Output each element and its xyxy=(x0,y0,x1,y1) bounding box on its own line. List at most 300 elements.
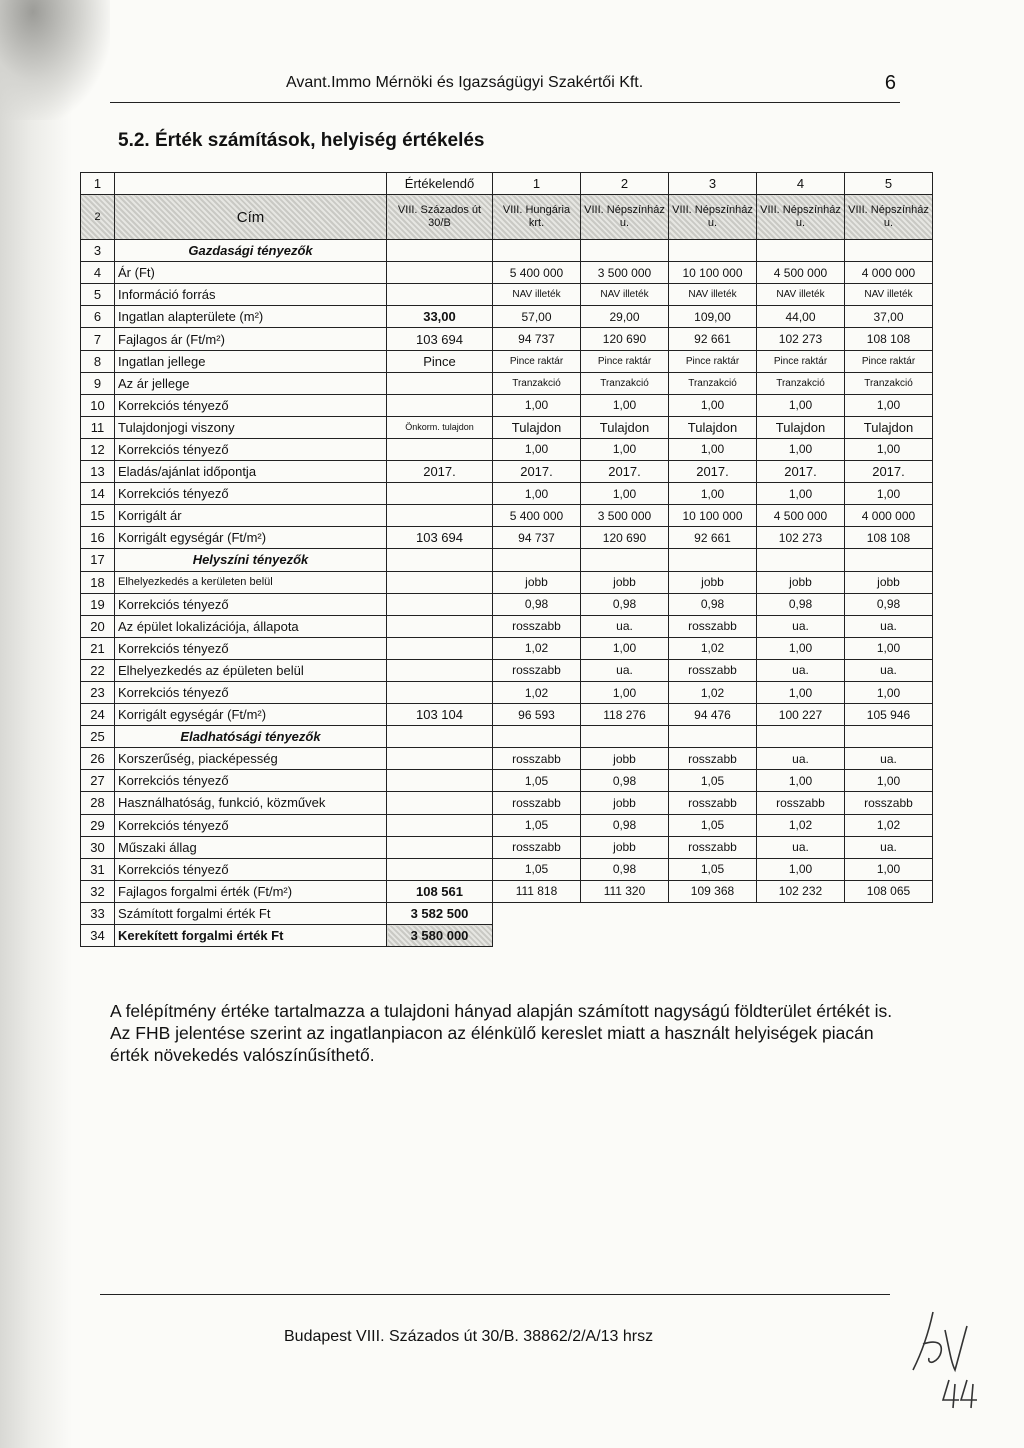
section-heading: Helyszíni tényezők xyxy=(115,549,387,571)
evaluated-value xyxy=(387,593,493,615)
comparable-5-value: 1,00 xyxy=(845,681,933,703)
evaluated-value xyxy=(387,792,493,814)
evaluated-value: 103 104 xyxy=(387,704,493,726)
row-label: Ár (Ft) xyxy=(115,262,387,284)
comp-header-1: 1 xyxy=(493,173,581,195)
comparable-1-value: rosszabb xyxy=(493,615,581,637)
row-label: Elhelyezkedés a kerületen belül xyxy=(115,571,387,593)
comparable-4-value: ua. xyxy=(757,836,845,858)
comparable-2-value: 118 276 xyxy=(581,704,669,726)
evaluated-value xyxy=(387,240,493,262)
comp-header-5: 5 xyxy=(845,173,933,195)
comparable-2-value: jobb xyxy=(581,836,669,858)
table-header-row xyxy=(81,173,933,195)
evaluated-value xyxy=(387,505,493,527)
comparable-5-value: 1,00 xyxy=(845,394,933,416)
comparable-4-value: 1,02 xyxy=(757,814,845,836)
scan-shadow-edge xyxy=(0,0,72,1448)
comparable-4-value: 100 227 xyxy=(757,704,845,726)
table-row xyxy=(81,593,933,615)
row-label: Korrekciós tényező xyxy=(115,483,387,505)
comp-header-2: 2 xyxy=(581,173,669,195)
comparable-2-value: 29,00 xyxy=(581,306,669,328)
row-number: 22 xyxy=(81,659,115,681)
comparable-1-value: rosszabb xyxy=(493,748,581,770)
table-row xyxy=(81,748,933,770)
comparable-3-value: 1,05 xyxy=(669,770,757,792)
comparable-1-value: 1,05 xyxy=(493,770,581,792)
comparable-4-value: 1,00 xyxy=(757,483,845,505)
table-row xyxy=(81,770,933,792)
evaluated-address: VIII. Százados út 30/B xyxy=(387,195,493,240)
row-label: Korrekciós tényező xyxy=(115,858,387,880)
comparable-2-value: NAV illeték xyxy=(581,284,669,306)
comparable-1-value: Tranzakció xyxy=(493,372,581,394)
comparable-3-value: rosszabb xyxy=(669,748,757,770)
comparable-1-value: jobb xyxy=(493,571,581,593)
comparable-3-value: 10 100 000 xyxy=(669,262,757,284)
row-number: 3 xyxy=(81,240,115,262)
scan-shadow-corner xyxy=(0,0,110,120)
comparable-4-value: 1,00 xyxy=(757,681,845,703)
comparable-2-value: jobb xyxy=(581,748,669,770)
evaluated-value xyxy=(387,615,493,637)
comparable-2-value: Tranzakció xyxy=(581,372,669,394)
comparable-4-value: 2017. xyxy=(757,461,845,483)
evaluated-value xyxy=(387,681,493,703)
row-label: Az épület lokalizációja, állapota xyxy=(115,615,387,637)
comparable-4-value: ua. xyxy=(757,659,845,681)
comparable-4-value xyxy=(757,726,845,748)
comparable-4-value: 1,00 xyxy=(757,858,845,880)
comparable-1-value: 1,00 xyxy=(493,438,581,460)
comparable-1-value: 1,05 xyxy=(493,858,581,880)
table-row xyxy=(81,527,933,549)
row-number: 17 xyxy=(81,549,115,571)
evaluated-value xyxy=(387,394,493,416)
row-label: Számított forgalmi érték Ft xyxy=(115,902,387,924)
comp-address-5: VIII. Népszínház u. xyxy=(845,195,933,240)
row-label: Az ár jellege xyxy=(115,372,387,394)
row-label: Műszaki állag xyxy=(115,836,387,858)
comparable-3-value xyxy=(669,240,757,262)
evaluated-value xyxy=(387,726,493,748)
row-number: 10 xyxy=(81,394,115,416)
table-row xyxy=(81,726,933,748)
comparable-3-value: Tranzakció xyxy=(669,372,757,394)
row-label: Ingatlan jellege xyxy=(115,350,387,372)
comparable-2-value: 0,98 xyxy=(581,593,669,615)
comparable-4-value: 1,00 xyxy=(757,438,845,460)
row-label: Használhatóság, funkció, közművek xyxy=(115,792,387,814)
row-number: 31 xyxy=(81,858,115,880)
comparable-2-value: 0,98 xyxy=(581,858,669,880)
comparable-2-value: ua. xyxy=(581,659,669,681)
comparable-5-value: 37,00 xyxy=(845,306,933,328)
valuation-table xyxy=(80,172,933,947)
page-header xyxy=(110,62,900,103)
comparable-5-value: 105 946 xyxy=(845,704,933,726)
evaluated-value: Pince xyxy=(387,350,493,372)
row-number: 27 xyxy=(81,770,115,792)
row-number: 26 xyxy=(81,748,115,770)
comparable-2-value: 1,00 xyxy=(581,394,669,416)
comparable-1-value: rosszabb xyxy=(493,836,581,858)
comparable-3-value: 1,02 xyxy=(669,637,757,659)
comparable-2-value: 111 320 xyxy=(581,880,669,902)
row-number: 1 xyxy=(81,173,115,195)
comparable-5-value: 1,02 xyxy=(845,814,933,836)
table-row xyxy=(81,836,933,858)
empty-cell xyxy=(493,902,933,924)
comparable-3-value: 92 661 xyxy=(669,527,757,549)
table-row xyxy=(81,659,933,681)
evaluated-value: Önkorm. tulajdon xyxy=(387,416,493,438)
table-row xyxy=(81,328,933,350)
row-number: 24 xyxy=(81,704,115,726)
table-row xyxy=(81,438,933,460)
row-number: 5 xyxy=(81,284,115,306)
section-heading: Gazdasági tényezők xyxy=(115,240,387,262)
row-number: 2 xyxy=(81,195,115,240)
row-label: Korrekciós tényező xyxy=(115,814,387,836)
empty-cell xyxy=(493,925,933,947)
comparable-1-value: 5 400 000 xyxy=(493,505,581,527)
comparable-1-value: 96 593 xyxy=(493,704,581,726)
row-number: 4 xyxy=(81,262,115,284)
row-number: 25 xyxy=(81,726,115,748)
row-label: Korrekciós tényező xyxy=(115,637,387,659)
row-label: Korrekciós tényező xyxy=(115,770,387,792)
comparable-3-value: 1,05 xyxy=(669,858,757,880)
comparable-1-value: 1,00 xyxy=(493,394,581,416)
comparable-4-value: Tulajdon xyxy=(757,416,845,438)
comp-header-3: 3 xyxy=(669,173,757,195)
footer-address: Budapest VIII. Százados út 30/B. 38862/2/A/13 hrsz xyxy=(284,1328,654,1345)
row-number: 9 xyxy=(81,372,115,394)
comparable-2-value: Tulajdon xyxy=(581,416,669,438)
explanation-paragraph: A felépítmény értéke tartalmazza a tulajdoni hányad alapján számított nagyságú földterület értékét is. Az FHB jelentése szerint az ingatlanpiacon az élénkülő kereslet miatt a használt helyiségek piacán érték növekedés valószínűsíthető. xyxy=(110,1001,893,1065)
row-number: 28 xyxy=(81,792,115,814)
comparable-3-value: Pince raktár xyxy=(669,350,757,372)
comparable-5-value: 1,00 xyxy=(845,483,933,505)
comparable-1-value: rosszabb xyxy=(493,659,581,681)
evaluated-value: 3 580 000 xyxy=(387,925,493,947)
row-label: Kerekített forgalmi érték Ft xyxy=(115,925,387,947)
row-number: 14 xyxy=(81,483,115,505)
table-row xyxy=(81,240,933,262)
evaluated-value xyxy=(387,858,493,880)
evaluated-value xyxy=(387,659,493,681)
comparable-4-value: 4 500 000 xyxy=(757,262,845,284)
comparable-5-value: ua. xyxy=(845,659,933,681)
row-number: 18 xyxy=(81,571,115,593)
row-label: Eladás/ajánlat időpontja xyxy=(115,461,387,483)
comparable-2-value: 1,00 xyxy=(581,483,669,505)
comparable-3-value: rosszabb xyxy=(669,792,757,814)
row-number: 11 xyxy=(81,416,115,438)
comparable-1-value: 1,02 xyxy=(493,637,581,659)
comparable-3-value: 10 100 000 xyxy=(669,505,757,527)
comparable-4-value xyxy=(757,549,845,571)
comparable-5-value: 2017. xyxy=(845,461,933,483)
comparable-1-value: Tulajdon xyxy=(493,416,581,438)
evaluated-value xyxy=(387,571,493,593)
comparable-5-value: ua. xyxy=(845,615,933,637)
comparable-1-value: 94 737 xyxy=(493,328,581,350)
evaluated-value: 3 582 500 xyxy=(387,902,493,924)
comparable-5-value: 4 000 000 xyxy=(845,505,933,527)
row-number: 34 xyxy=(81,925,115,947)
comparable-2-value: 3 500 000 xyxy=(581,262,669,284)
comparable-5-value: 1,00 xyxy=(845,770,933,792)
comparable-5-value: jobb xyxy=(845,571,933,593)
comparable-3-value xyxy=(669,549,757,571)
comparable-2-value: 2017. xyxy=(581,461,669,483)
row-number: 30 xyxy=(81,836,115,858)
table-row xyxy=(81,461,933,483)
comparable-2-value: jobb xyxy=(581,792,669,814)
comparable-3-value xyxy=(669,726,757,748)
comparable-2-value: jobb xyxy=(581,571,669,593)
comp-address-1: VIII. Hungária krt. xyxy=(493,195,581,240)
comparable-1-value xyxy=(493,726,581,748)
row-number: 13 xyxy=(81,461,115,483)
comparable-3-value: 94 476 xyxy=(669,704,757,726)
comparable-5-value: 1,00 xyxy=(845,637,933,659)
comparable-3-value: 1,00 xyxy=(669,394,757,416)
comparable-4-value: 102 232 xyxy=(757,880,845,902)
row-label: Ingatlan alapterülete (m²) xyxy=(115,306,387,328)
comparable-2-value: 1,00 xyxy=(581,681,669,703)
evaluated-value xyxy=(387,549,493,571)
row-label: Korrigált egységár (Ft/m²) xyxy=(115,527,387,549)
evaluated-value xyxy=(387,438,493,460)
row-number: 21 xyxy=(81,637,115,659)
valuation-table-body xyxy=(81,173,933,947)
footer-divider xyxy=(100,1294,890,1295)
comparable-5-value: rosszabb xyxy=(845,792,933,814)
row-number: 19 xyxy=(81,593,115,615)
comparable-5-value: 108 065 xyxy=(845,880,933,902)
evaluated-value xyxy=(387,637,493,659)
table-row xyxy=(81,615,933,637)
comparable-3-value: 1,00 xyxy=(669,483,757,505)
row-label: Tulajdonjogi viszony xyxy=(115,416,387,438)
evaluated-value: 33,00 xyxy=(387,306,493,328)
table-row xyxy=(81,925,933,947)
comparable-3-value: 1,00 xyxy=(669,438,757,460)
row-label: Korszerűség, piacképesség xyxy=(115,748,387,770)
row-label: Korrekciós tényező xyxy=(115,681,387,703)
comparable-3-value: 109 368 xyxy=(669,880,757,902)
table-row xyxy=(81,858,933,880)
comparable-1-value: 94 737 xyxy=(493,527,581,549)
comparable-5-value: 108 108 xyxy=(845,328,933,350)
row-number: 23 xyxy=(81,681,115,703)
page-number: 6 xyxy=(884,72,896,94)
comparable-1-value: 2017. xyxy=(493,461,581,483)
comparable-2-value: 3 500 000 xyxy=(581,505,669,527)
comparable-3-value: rosszabb xyxy=(669,836,757,858)
table-row xyxy=(81,637,933,659)
table-row xyxy=(81,505,933,527)
comparable-4-value: jobb xyxy=(757,571,845,593)
row-label: Fajlagos ár (Ft/m²) xyxy=(115,328,387,350)
evaluated-value xyxy=(387,748,493,770)
table-row xyxy=(81,681,933,703)
comparable-5-value: Pince raktár xyxy=(845,350,933,372)
row-number: 29 xyxy=(81,814,115,836)
comparable-1-value: 1,05 xyxy=(493,814,581,836)
comp-header-4: 4 xyxy=(757,173,845,195)
evaluated-value: 103 694 xyxy=(387,527,493,549)
table-row xyxy=(81,372,933,394)
comparable-2-value: 1,00 xyxy=(581,637,669,659)
evaluated-value xyxy=(387,814,493,836)
evaluated-value xyxy=(387,836,493,858)
comparable-5-value: 1,00 xyxy=(845,438,933,460)
comparable-2-value xyxy=(581,726,669,748)
comp-address-4: VIII. Népszínház u. xyxy=(757,195,845,240)
handwritten-signature-icon xyxy=(905,1300,1005,1410)
comparable-3-value: 0,98 xyxy=(669,593,757,615)
row-number: 15 xyxy=(81,505,115,527)
evaluated-value: 2017. xyxy=(387,461,493,483)
comp-address-3: VIII. Népszínház u. xyxy=(669,195,757,240)
row-label: Cím xyxy=(115,195,387,240)
row-label xyxy=(115,173,387,195)
comparable-1-value xyxy=(493,549,581,571)
row-label: Fajlagos forgalmi érték (Ft/m²) xyxy=(115,880,387,902)
comparable-2-value: 120 690 xyxy=(581,328,669,350)
comparable-3-value: 2017. xyxy=(669,461,757,483)
table-row xyxy=(81,704,933,726)
comparable-3-value: rosszabb xyxy=(669,659,757,681)
evaluated-value xyxy=(387,262,493,284)
table-row xyxy=(81,483,933,505)
table-row xyxy=(81,306,933,328)
comparable-4-value: ua. xyxy=(757,748,845,770)
comparable-1-value: 0,98 xyxy=(493,593,581,615)
comparable-5-value: Tulajdon xyxy=(845,416,933,438)
evaluated-header: Értékelendő xyxy=(387,173,493,195)
row-number: 33 xyxy=(81,902,115,924)
comparable-4-value: rosszabb xyxy=(757,792,845,814)
table-row xyxy=(81,262,933,284)
comparable-5-value: ua. xyxy=(845,748,933,770)
comparable-5-value: NAV illeték xyxy=(845,284,933,306)
table-address-row xyxy=(81,195,933,240)
comparable-2-value: Pince raktár xyxy=(581,350,669,372)
comparable-5-value: 1,00 xyxy=(845,858,933,880)
comparable-4-value: 1,00 xyxy=(757,637,845,659)
comparable-5-value xyxy=(845,240,933,262)
row-number: 6 xyxy=(81,306,115,328)
evaluated-value xyxy=(387,483,493,505)
comparable-3-value: 109,00 xyxy=(669,306,757,328)
row-label: Korrekciós tényező xyxy=(115,593,387,615)
table-row xyxy=(81,902,933,924)
table-row xyxy=(81,284,933,306)
comparable-2-value xyxy=(581,240,669,262)
comparable-2-value: ua. xyxy=(581,615,669,637)
comparable-2-value: 1,00 xyxy=(581,438,669,460)
evaluated-value xyxy=(387,770,493,792)
row-label: Információ forrás xyxy=(115,284,387,306)
row-label: Korrekciós tényező xyxy=(115,438,387,460)
section-heading: Eladhatósági tényezők xyxy=(115,726,387,748)
table-row xyxy=(81,880,933,902)
row-label: Korrekciós tényező xyxy=(115,394,387,416)
comparable-1-value: rosszabb xyxy=(493,792,581,814)
comparable-4-value: 4 500 000 xyxy=(757,505,845,527)
comparable-4-value: 1,00 xyxy=(757,394,845,416)
comparable-2-value: 0,98 xyxy=(581,814,669,836)
comparable-1-value xyxy=(493,240,581,262)
evaluated-value: 108 561 xyxy=(387,880,493,902)
table-row xyxy=(81,814,933,836)
comparable-1-value: 111 818 xyxy=(493,880,581,902)
comparable-4-value: 102 273 xyxy=(757,527,845,549)
comparable-5-value: Tranzakció xyxy=(845,372,933,394)
comparable-1-value: 57,00 xyxy=(493,306,581,328)
evaluated-value xyxy=(387,372,493,394)
comparable-5-value: 108 108 xyxy=(845,527,933,549)
comparable-1-value: 1,00 xyxy=(493,483,581,505)
comparable-3-value: 92 661 xyxy=(669,328,757,350)
evaluated-value: 103 694 xyxy=(387,328,493,350)
comparable-1-value: 1,02 xyxy=(493,681,581,703)
row-label: Elhelyezkedés az épületen belül xyxy=(115,659,387,681)
comparable-5-value xyxy=(845,549,933,571)
header-title: Avant.Immo Mérnöki és Igazságügyi Szakértői Kft. xyxy=(286,74,644,91)
row-number: 7 xyxy=(81,328,115,350)
row-number: 12 xyxy=(81,438,115,460)
comparable-1-value: NAV illeték xyxy=(493,284,581,306)
comparable-3-value: NAV illeték xyxy=(669,284,757,306)
row-label: Korrigált ár xyxy=(115,505,387,527)
row-number: 16 xyxy=(81,527,115,549)
comparable-5-value: 0,98 xyxy=(845,593,933,615)
comparable-5-value xyxy=(845,726,933,748)
comparable-1-value: Pince raktár xyxy=(493,350,581,372)
table-row xyxy=(81,350,933,372)
comp-address-2: VIII. Népszínház u. xyxy=(581,195,669,240)
comparable-3-value: rosszabb xyxy=(669,615,757,637)
comparable-5-value: 4 000 000 xyxy=(845,262,933,284)
comparable-4-value: 102 273 xyxy=(757,328,845,350)
table-row xyxy=(81,394,933,416)
comparable-4-value: Tranzakció xyxy=(757,372,845,394)
comparable-3-value: jobb xyxy=(669,571,757,593)
section-title: 5.2. Érték számítások, helyiség értékelés xyxy=(118,130,485,151)
comparable-3-value: 1,02 xyxy=(669,681,757,703)
comparable-4-value: NAV illeték xyxy=(757,284,845,306)
comparable-4-value: ua. xyxy=(757,615,845,637)
comparable-3-value: 1,05 xyxy=(669,814,757,836)
row-number: 32 xyxy=(81,880,115,902)
comparable-2-value: 0,98 xyxy=(581,770,669,792)
row-number: 20 xyxy=(81,615,115,637)
comparable-4-value: 0,98 xyxy=(757,593,845,615)
table-row xyxy=(81,549,933,571)
row-number: 8 xyxy=(81,350,115,372)
evaluated-value xyxy=(387,284,493,306)
comparable-3-value: Tulajdon xyxy=(669,416,757,438)
comparable-2-value xyxy=(581,549,669,571)
table-row xyxy=(81,792,933,814)
